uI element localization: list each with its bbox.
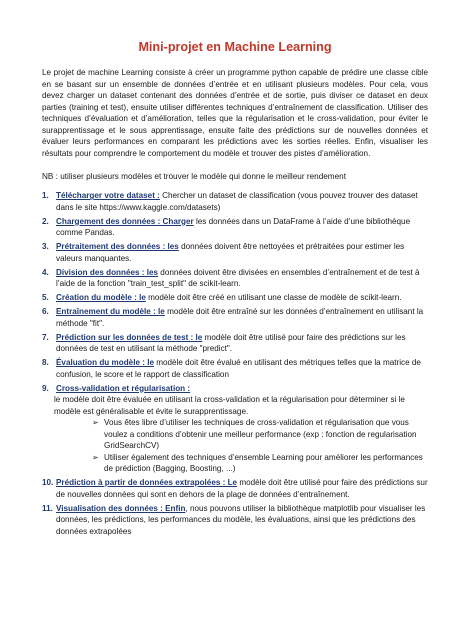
list-item	[92, 452, 428, 475]
step-description: données doivent être nettoyées et prétraitées pour estimer les valeurs manquantes.	[56, 242, 405, 263]
step-number: 6.	[42, 307, 49, 317]
list-item	[92, 417, 428, 452]
bullet-text: Utiliser également des techniques d’ensemble Learning pour améliorer les performances de prédiction (Bagging, Boosting, ...)	[104, 452, 423, 474]
list-item	[42, 292, 428, 304]
bullet-text: Vous êtes libre d’utiliser les techniques de cross-validation et régularisation que vous voulez a conditions d’obtenir une meilleur performance (exp : fonction de regularisation GridSearchCV)	[104, 418, 417, 451]
step-label: Création du modèle : le	[56, 293, 146, 303]
step-number: 8.	[42, 358, 49, 368]
step-description: Chercher un dataset de classification (vous pouvez trouver des dataset dans le site https://www.kaggle.com/datasets)	[56, 191, 418, 212]
step-label: Prétraitement des données : les	[56, 242, 179, 252]
step-number: 7.	[42, 332, 49, 342]
list-item	[42, 306, 428, 329]
step-label: Cross-validation et régularisation :	[56, 383, 191, 393]
list-item	[42, 477, 428, 500]
step-number: 10.	[42, 478, 54, 488]
step-label: Télécharger votre dataset :	[56, 191, 160, 201]
step-9-text: le modèle doit être évaluée en utilisant la cross-validation et la régularisation pour déterminer si le modèle est généralisable et évite le surapprentissage.	[54, 395, 405, 416]
page-title: Mini-projet en Machine Learning	[138, 40, 332, 54]
nb-note: NB : utiliser plusieurs modèles et trouver le modèle qui donne le meilleur rendement	[42, 172, 347, 181]
list-item	[42, 267, 428, 290]
step-number: 11.	[42, 503, 53, 513]
step-label: Prédiction sur les données de test : le	[56, 332, 203, 342]
arrow-bullet-icon: ➢	[92, 418, 99, 428]
step-description: données doivent être divisées en ensembles d’entraînement et de test à l’aide de la fonction "train_test_split" de scikit-learn.	[56, 267, 420, 289]
step-number: 1.	[42, 191, 49, 201]
step-description: les données dans un DataFrame à l’aide d’une bibliothèque comme Pandas.	[56, 216, 411, 238]
step-description: modèle doit être utilisé pour faire des prédictions sur de nouvelles données qui sont en dehors de la plage de données d’entraînement.	[56, 478, 428, 499]
step-label: Visualisation des données : Enfin	[56, 503, 186, 513]
step-number: 2.	[42, 216, 49, 226]
step-label: Évaluation du modèle : le	[56, 358, 154, 368]
step-description: modèle doit être évalué en utilisant des métriques telles que la matrice de confusion, le score et le rapport de classification	[56, 358, 421, 379]
step-label: Prédiction à partir de données extrapolées : Le	[56, 478, 238, 488]
step-label: Division des données : les	[56, 267, 159, 277]
step-description: , nous pouvons utiliser la bibliothèque matplotlib pour visualiser les données, les prédictions, les performances du modèle, les évaluations, ainsi que les prédictions des données extrapolées	[56, 503, 426, 536]
step-number: 3.	[42, 242, 49, 252]
list-item	[42, 383, 428, 475]
step-label: Chargement des données : Charger	[56, 216, 194, 226]
list-item	[42, 241, 428, 264]
step-number: 9.	[42, 383, 49, 393]
step-label: Entraînement du modèle : le	[56, 307, 165, 317]
arrow-bullet-icon: ➢	[92, 452, 99, 462]
step-description: modèle doit être utilisé pour faire des prédictions sur les données de test en utilisant la méthode "predict".	[56, 332, 406, 354]
list-item	[42, 503, 428, 538]
step-description: modèle doit être entraîné sur les données d’entraînement en utilisant la méthode "fit".	[56, 307, 424, 328]
intro-paragraph: Le projet de machine Learning consiste à créer un programme python capable de prédire une classe cible en se basant sur un ensemble de données d’entrée et en utilisant plusieurs modèles. Pour cela, vous devez charger un dataset contenant des données d’entrée et de sortie, puis diviser ce dataset en deux parties (training et test), ensuite utiliser différentes techniques d’entraînement de classification. Utiliser des techniques d’évaluation et d’amélioration, telles que la régularisation et le cross-validation, pour éviter le surapprentissage et le sous apprentissage, ensuite faite des prédictions sur de nouvelles données et évaluer leurs performances en comparant les prédictions avec les sorties réelles. Enfin, visualiser les résultats pour comprendre le comportement du modèle et trouver des pistes d’amélioration.	[42, 68, 428, 158]
step-description: modèle doit être créé en utilisant une classe de modèle de scikit-learn.	[145, 293, 402, 303]
steps-list	[42, 190, 428, 537]
step-number: 4.	[42, 267, 49, 277]
list-item	[42, 216, 428, 239]
list-item	[42, 332, 428, 355]
step-9-details	[54, 394, 428, 475]
list-item	[42, 357, 428, 380]
step-number: 5.	[42, 293, 49, 303]
step-9-bullets	[54, 417, 428, 475]
list-item	[42, 190, 428, 213]
